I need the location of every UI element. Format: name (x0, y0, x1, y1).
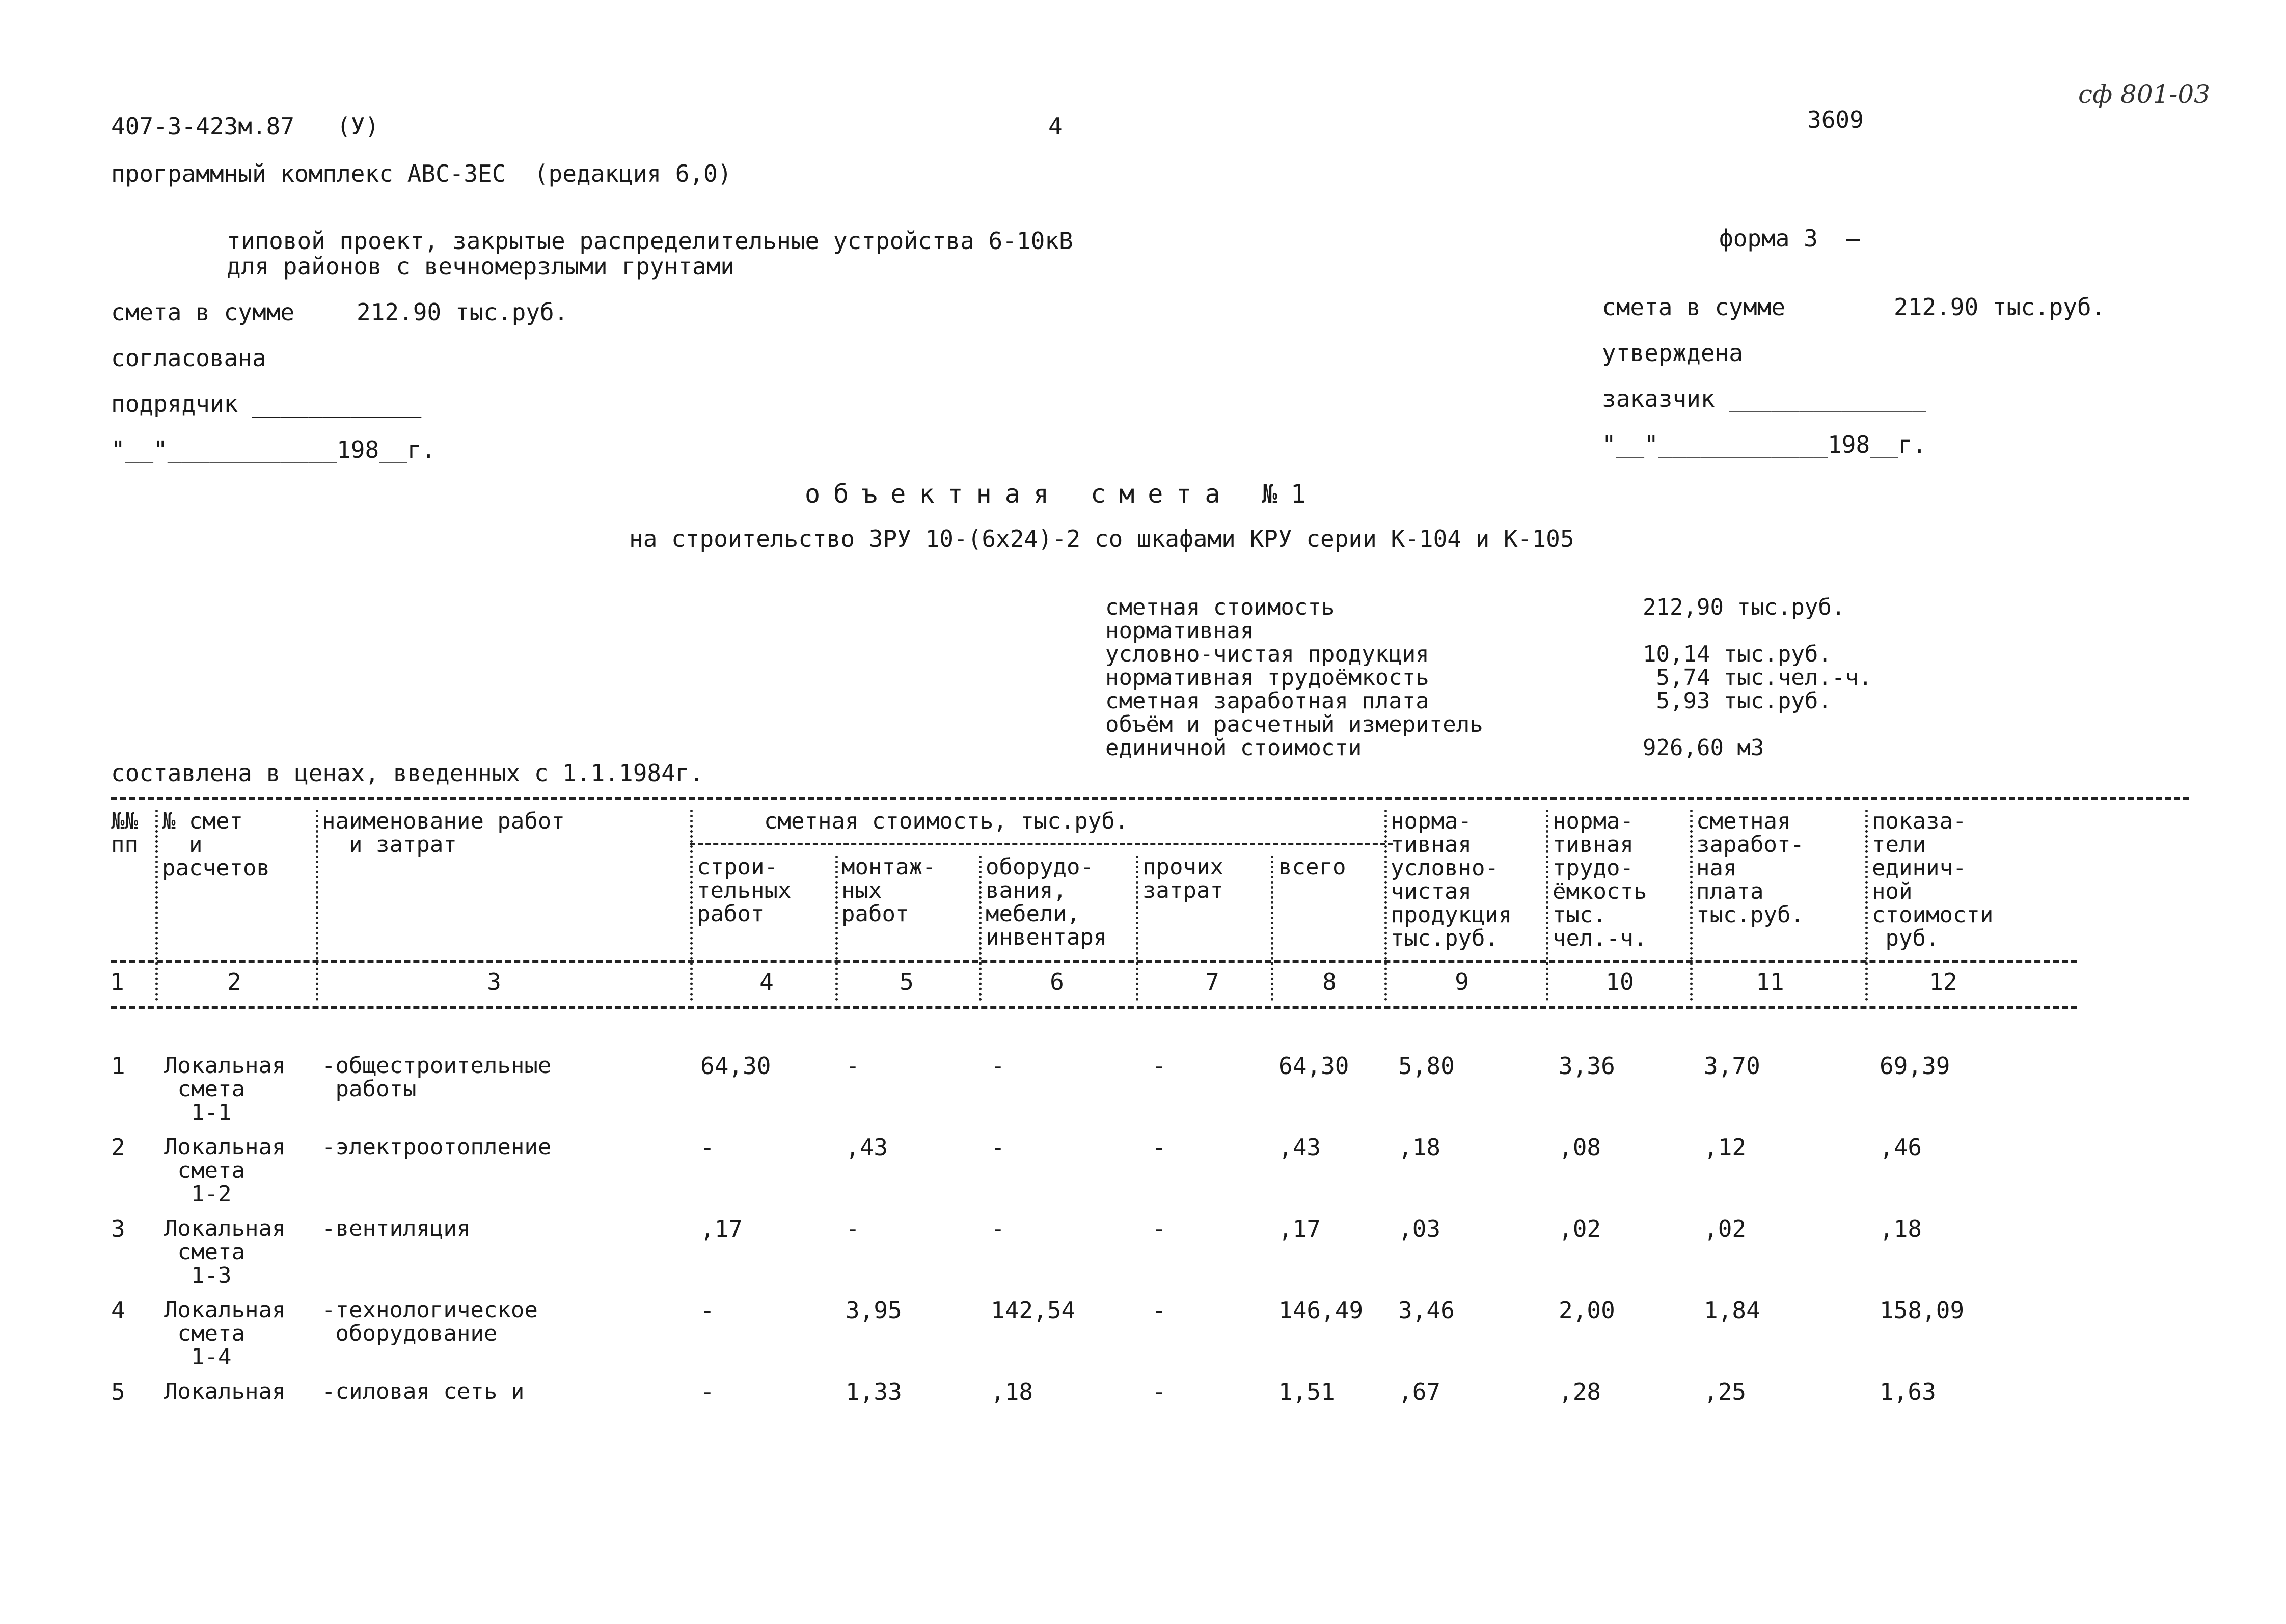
row-net-product: 5,80 (1398, 1052, 1455, 1080)
header-doc: № смет и расчетов (162, 808, 270, 881)
right-date: "__"____________198__г. (1602, 431, 1926, 458)
row-net-product: 3,46 (1398, 1297, 1455, 1324)
row-name: -электроотопление (322, 1134, 552, 1160)
project-line-1: типовой проект, закрытые распределительные устройства 6-10кВ (227, 227, 1073, 255)
header-num: №№ пп (111, 808, 138, 858)
left-date: "__"____________198__г. (111, 436, 436, 463)
col-sep (316, 810, 318, 1001)
header-labor: норма- тивная трудо- ёмкость тыс. чел.-ч. (1553, 808, 1647, 951)
row-construction: - (700, 1378, 715, 1406)
table-row (0, 1217, 2286, 1293)
header-equipment: оборудо- вания, мебели, инвентаря (986, 854, 1107, 950)
col-sep (1690, 810, 1693, 1001)
row-doc: Локальная (164, 1379, 286, 1405)
col-number: 3 (487, 968, 501, 996)
col-number: 10 (1605, 968, 1634, 996)
col-sep (835, 856, 838, 1001)
summary-row: условно-чистая продукция 10,14 тыс.руб. (1105, 641, 1832, 667)
col-number: 2 (227, 968, 241, 996)
row-name: -технологическое оборудование (322, 1297, 538, 1346)
header-total: всего (1278, 854, 1346, 880)
project-line-2: для районов с вечномерзлыми грунтами (227, 253, 734, 280)
header-installation: монтаж- ных работ (841, 854, 936, 927)
col-sep (1384, 810, 1387, 1001)
row-other: - (1152, 1297, 1166, 1324)
summary-row: объём и расчетный измеритель (1105, 711, 1483, 737)
table-row (0, 1054, 2286, 1131)
header-net-product: норма- тивная условно- чистая продукция тыс.руб. (1391, 808, 1512, 951)
row-wages: ,25 (1704, 1378, 1747, 1406)
software-line: программный комплекс АВС-3ЕС (редакция 6,0) (111, 160, 732, 187)
row-construction: - (700, 1297, 715, 1324)
row-number: 2 (111, 1134, 125, 1161)
col-sep (155, 810, 158, 1001)
row-construction: - (700, 1134, 715, 1161)
row-total: ,17 (1278, 1215, 1321, 1243)
table-row (0, 1299, 2286, 1375)
summary-row: сметная стоимость 212,90 тыс.руб. (1105, 594, 1845, 620)
row-installation: 1,33 (846, 1378, 902, 1406)
row-number: 4 (111, 1297, 125, 1324)
col-sep (1546, 810, 1548, 1001)
header-cost-group: сметная стоимость, тыс.руб. (764, 808, 1129, 834)
row-wages: ,12 (1704, 1134, 1747, 1161)
row-name: -силовая сеть и (322, 1379, 525, 1405)
col-number: 4 (759, 968, 774, 996)
row-equipment: - (991, 1052, 1005, 1080)
row-unit-cost: 69,39 (1880, 1052, 1950, 1080)
col-number: 5 (900, 968, 914, 996)
left-agreed: согласована (111, 344, 266, 372)
header-wages: сметная заработ- ная плата тыс.руб. (1696, 808, 1804, 928)
row-unit-cost: ,18 (1880, 1215, 1922, 1243)
row-net-product: ,18 (1398, 1134, 1441, 1161)
right-sum-label: смета в сумме (1602, 293, 1786, 321)
doc-number: 3609 (1807, 106, 1864, 133)
row-labor: ,28 (1559, 1378, 1601, 1406)
right-sum-value: 212.90 тыс.руб. (1894, 293, 2106, 321)
page-number: 4 (1048, 113, 1063, 140)
row-net-product: ,03 (1398, 1215, 1441, 1243)
row-installation: 3,95 (846, 1297, 902, 1324)
row-wages: 3,70 (1704, 1052, 1760, 1080)
handwritten-mark: сф 801-03 (2078, 79, 2210, 109)
row-total: 64,30 (1278, 1052, 1349, 1080)
row-labor: 2,00 (1559, 1297, 1615, 1324)
col-number: 9 (1455, 968, 1469, 996)
row-name: -общестроительные работы (322, 1053, 552, 1102)
row-other: - (1152, 1378, 1166, 1406)
row-doc: Локальная смета 1-2 (164, 1134, 286, 1207)
summary-row: нормативная трудоёмкость 5,74 тыс.чел.-ч. (1105, 665, 1872, 691)
doc-title: объектная смета №1 (805, 479, 1319, 509)
header-bottom-rule (111, 960, 2077, 963)
row-other: - (1152, 1215, 1166, 1243)
form-label: форма 3 – (1719, 225, 1860, 252)
table-row (0, 1380, 2286, 1421)
numbers-bottom-rule (111, 1006, 2077, 1009)
row-labor: ,02 (1559, 1215, 1601, 1243)
row-installation: - (846, 1215, 860, 1243)
row-other: - (1152, 1052, 1166, 1080)
col-number: 12 (1929, 968, 1957, 996)
row-construction: 64,30 (700, 1052, 771, 1080)
row-construction: ,17 (700, 1215, 743, 1243)
row-net-product: ,67 (1398, 1378, 1441, 1406)
prices-note: составлена в ценах, введенных с 1.1.1984г. (111, 759, 704, 787)
col-sep (690, 810, 693, 1001)
row-total: ,43 (1278, 1134, 1321, 1161)
header-unit-cost: показа- тели единич- ной стоимости руб. (1872, 808, 1994, 951)
row-equipment: - (991, 1134, 1005, 1161)
table-row (0, 1136, 2286, 1212)
row-wages: 1,84 (1704, 1297, 1760, 1324)
row-name: -вентиляция (322, 1216, 471, 1242)
row-number: 3 (111, 1215, 125, 1243)
row-doc: Локальная смета 1-3 (164, 1216, 286, 1288)
row-total: 1,51 (1278, 1378, 1335, 1406)
col-sep (1865, 810, 1868, 1001)
row-total: 146,49 (1278, 1297, 1364, 1324)
header-construction: строи- тельных работ (697, 854, 792, 927)
row-unit-cost: 1,63 (1880, 1378, 1936, 1406)
row-number: 5 (111, 1378, 125, 1406)
table-top-rule (111, 797, 2189, 800)
summary-block (1105, 596, 1946, 760)
col-number: 8 (1322, 968, 1337, 996)
col-sep (1136, 856, 1138, 1001)
left-sum-value: 212.90 тыс.руб. (357, 298, 568, 326)
col-sep (979, 856, 982, 1001)
row-other: - (1152, 1134, 1166, 1161)
header-other: прочих затрат (1142, 854, 1223, 903)
row-installation: ,43 (846, 1134, 888, 1161)
summary-row: сметная заработная плата 5,93 тыс.руб. (1105, 688, 1832, 714)
col-number: 1 (110, 968, 124, 996)
right-customer: заказчик ______________ (1602, 385, 1926, 412)
row-equipment: ,18 (991, 1378, 1033, 1406)
left-sum-label: смета в сумме (111, 298, 295, 326)
row-unit-cost: 158,09 (1880, 1297, 1965, 1324)
doc-code: 407-3-423м.87 (У) (111, 113, 379, 140)
group-rule (690, 843, 1393, 845)
summary-row: нормативная (1105, 618, 1254, 644)
doc-subtitle: на строительство ЗРУ 10-(6х24)-2 со шкафами КРУ серии К-104 и К-105 (629, 525, 1574, 553)
row-installation: - (846, 1052, 860, 1080)
row-doc: Локальная смета 1-1 (164, 1053, 286, 1125)
row-equipment: - (991, 1215, 1005, 1243)
row-equipment: 142,54 (991, 1297, 1076, 1324)
row-labor: 3,36 (1559, 1052, 1615, 1080)
row-unit-cost: ,46 (1880, 1134, 1922, 1161)
col-sep (1271, 856, 1273, 1001)
row-doc: Локальная смета 1-4 (164, 1297, 286, 1370)
col-number: 11 (1756, 968, 1784, 996)
right-approved: утверждена (1602, 339, 1743, 367)
summary-row: единичной стоимости 926,60 м3 (1105, 735, 1764, 761)
row-labor: ,08 (1559, 1134, 1601, 1161)
header-name: наименование работ и затрат (322, 808, 565, 858)
col-number: 7 (1205, 968, 1219, 996)
row-number: 1 (111, 1052, 125, 1080)
col-number: 6 (1050, 968, 1064, 996)
left-contractor: подрядчик ____________ (111, 390, 422, 418)
row-wages: ,02 (1704, 1215, 1747, 1243)
